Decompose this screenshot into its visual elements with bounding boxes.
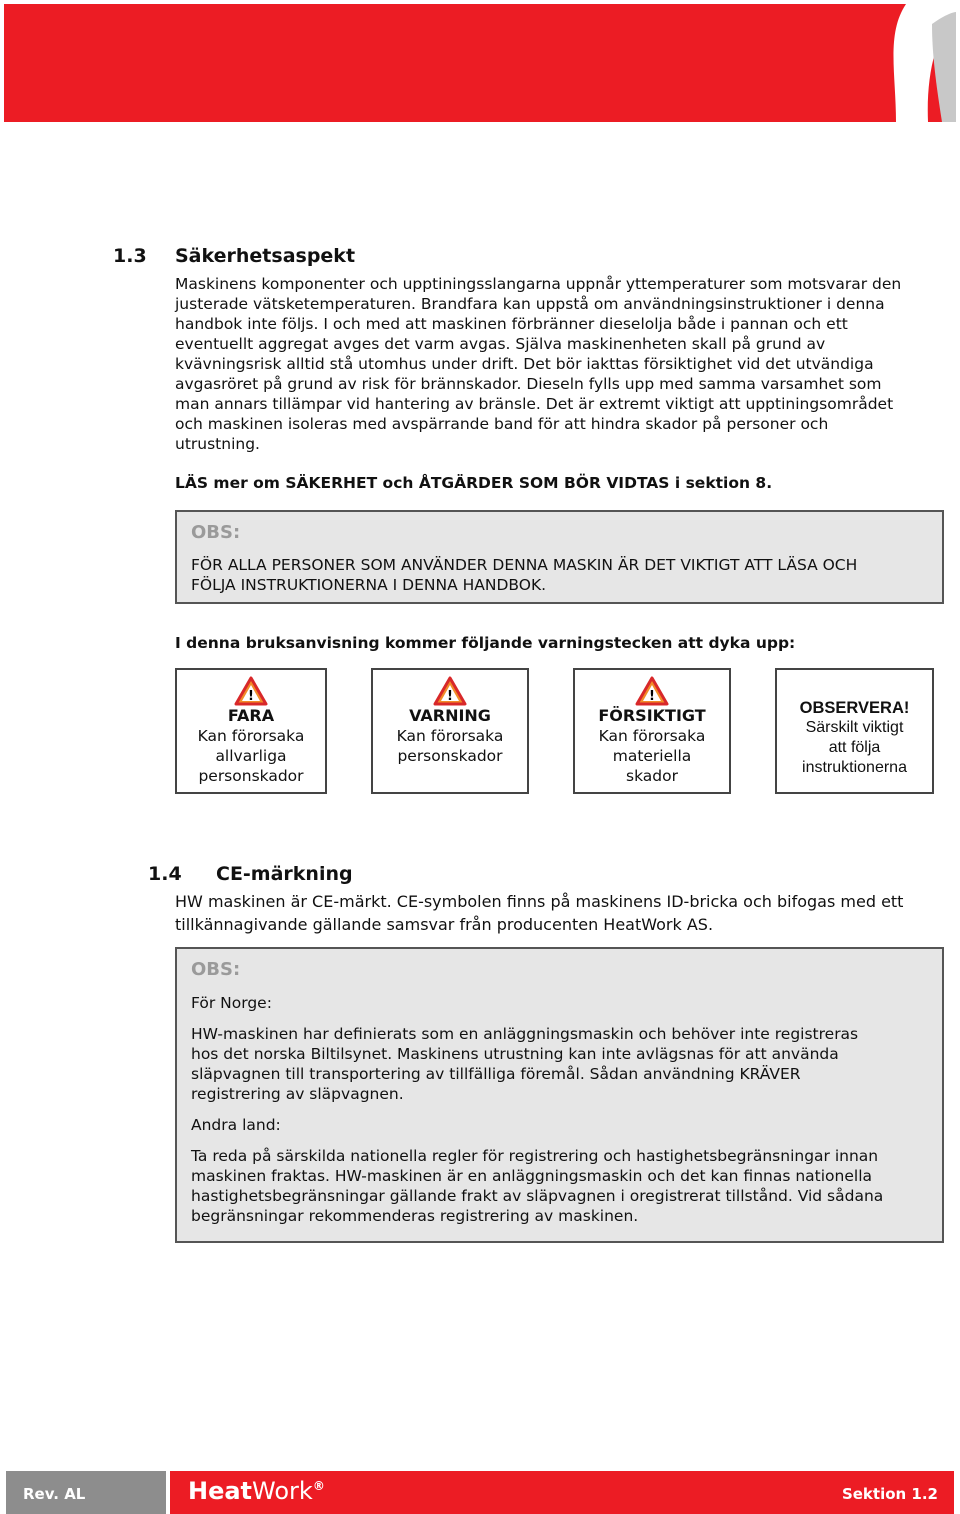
footer-rev-panel — [6, 1471, 166, 1514]
sign-observera — [775, 668, 934, 794]
footer-brand-panel — [170, 1471, 954, 1514]
obs-line: hastighetsbegränsningar gällande frakt av släpvagnen i oregistrerat tillstånd. Vid sådana — [191, 1187, 884, 1205]
svg-text:!: ! — [649, 689, 655, 704]
sign-forsiktigt — [573, 668, 731, 794]
paragraph-line: eventuellt aggregat avges det varm avgas. Själva maskinenheten skall på grund av — [175, 335, 826, 353]
paragraph-line: HW maskinen är CE-märkt. CE-symbolen finns på maskinens ID-bricka och bifogas med ett — [175, 892, 904, 911]
obs-line: FÖR ALLA PERSONER SOM ANVÄNDER DENNA MASKIN ÄR DET VIKTIGT ATT LÄSA OCH — [191, 556, 858, 574]
sign-desc: instruktionerna — [802, 759, 907, 776]
paragraph-line: tillkännagivande gällande samsvar från producenten HeatWork AS. — [175, 915, 714, 934]
sign-title: FÖRSIKTIGT — [598, 706, 706, 725]
sign-desc: materiella — [612, 747, 692, 765]
warning-triangle-icon — [433, 676, 467, 706]
warning-triangle-icon — [234, 676, 268, 706]
sign-desc: personskador — [397, 747, 503, 765]
sign-desc: att följa — [828, 739, 881, 756]
sign-desc: Kan förorsaka — [598, 727, 706, 745]
obs-title: OBS: — [191, 522, 241, 543]
obs-box-1 — [175, 510, 944, 604]
svg-text:!: ! — [248, 689, 254, 704]
obs-line: begränsningar rekommenderas registrering av maskinen. — [191, 1207, 639, 1225]
section-1-4-number: 1.4 — [148, 863, 182, 885]
obs-line: FÖLJA INSTRUKTIONERNA I DENNA HANDBOK. — [191, 576, 547, 594]
obs-line: hos det norska Biltilsynet. Maskinens utrustning kan inte avlägsnas för att använda — [191, 1045, 839, 1063]
logo-registered: ® — [312, 1479, 325, 1493]
obs-subheading: För Norge: — [191, 994, 272, 1012]
sign-fara — [175, 668, 327, 794]
sign-varning — [371, 668, 529, 794]
revision-label: Rev. AL — [23, 1485, 86, 1503]
paragraph-line: avgasröret på grund av risk för brännskador. Dieseln fylls upp med samma varsamhet som — [175, 375, 882, 393]
sign-title: FARA — [227, 706, 275, 725]
section-1-3-number: 1.3 — [113, 245, 147, 267]
sign-desc: personskador — [198, 767, 304, 785]
section-1-3-title: Säkerhetsaspekt — [175, 245, 356, 267]
logo-heat: Heat — [188, 1477, 253, 1505]
svg-text:!: ! — [447, 689, 453, 704]
read-more-note: LÄS mer om SÄKERHET och ÅTGÄRDER SOM BÖR VIDTAS i sektion 8. — [175, 474, 773, 492]
paragraph-line: och maskinen isoleras med avspärrande band för att hindra skador på personer och — [175, 415, 829, 433]
paragraph-line: justerade vätsketemperaturen. Brandfara kan uppstå om användningsinstruktioner i denna — [175, 295, 885, 313]
paragraph-line: handbok inte följs. I och med att maskinen förbränner dieselolja både i pannan och ett — [175, 315, 848, 333]
swoosh-graphic — [866, 4, 956, 122]
paragraph-line: kvävningsrisk alltid stå utomhus under drift. Det bör iakttas försiktighet vid det utvändiga — [175, 355, 874, 373]
sign-desc: Kan förorsaka — [396, 727, 504, 745]
header-band — [4, 4, 956, 122]
obs-box-2 — [175, 947, 944, 1243]
obs-line: HW-maskinen har definierats som en anläggningsmaskin och behöver inte registreras — [191, 1025, 859, 1043]
warning-triangle-icon — [635, 676, 669, 706]
sign-desc: Särskilt viktigt — [805, 719, 904, 736]
obs-subheading: Andra land: — [191, 1116, 281, 1134]
sign-title: VARNING — [409, 706, 491, 725]
section-label: Sektion 1.2 — [841, 1485, 938, 1503]
paragraph-line: Maskinens komponenter och upptiningsslangarna uppnår yttemperaturer som motsvarar den — [175, 275, 902, 293]
sign-desc: skador — [626, 767, 678, 785]
sign-desc: allvarliga — [215, 747, 287, 765]
obs-line: Ta reda på särskilda nationella regler för registrering och hastighetsbegränsningar innan — [191, 1147, 879, 1165]
sign-desc: Kan förorsaka — [197, 727, 305, 745]
paragraph-line: utrustning. — [175, 435, 260, 453]
logo-work: Work — [252, 1477, 313, 1505]
sign-title: OBSERVERA! — [799, 699, 910, 717]
obs-line: registrering av släpvagnen. — [191, 1085, 404, 1103]
heatwork-logo — [188, 1477, 325, 1505]
obs-line: släpvagnen till transportering av tillfälliga föremål. Sådan användning KRÄVER — [191, 1065, 801, 1083]
signs-intro: I denna bruksanvisning kommer följande varningstecken att dyka upp: — [175, 634, 796, 652]
section-1-4-title: CE-märkning — [216, 863, 353, 885]
obs-title: OBS: — [191, 959, 241, 980]
obs-line: maskinen fraktas. HW-maskinen är en anläggningsmaskin och det kan finnas nationella — [191, 1167, 873, 1185]
paragraph-line: man annars tillämpar vid hantering av bränsle. Det är extremt viktigt att upptiningsområdet — [175, 395, 894, 413]
